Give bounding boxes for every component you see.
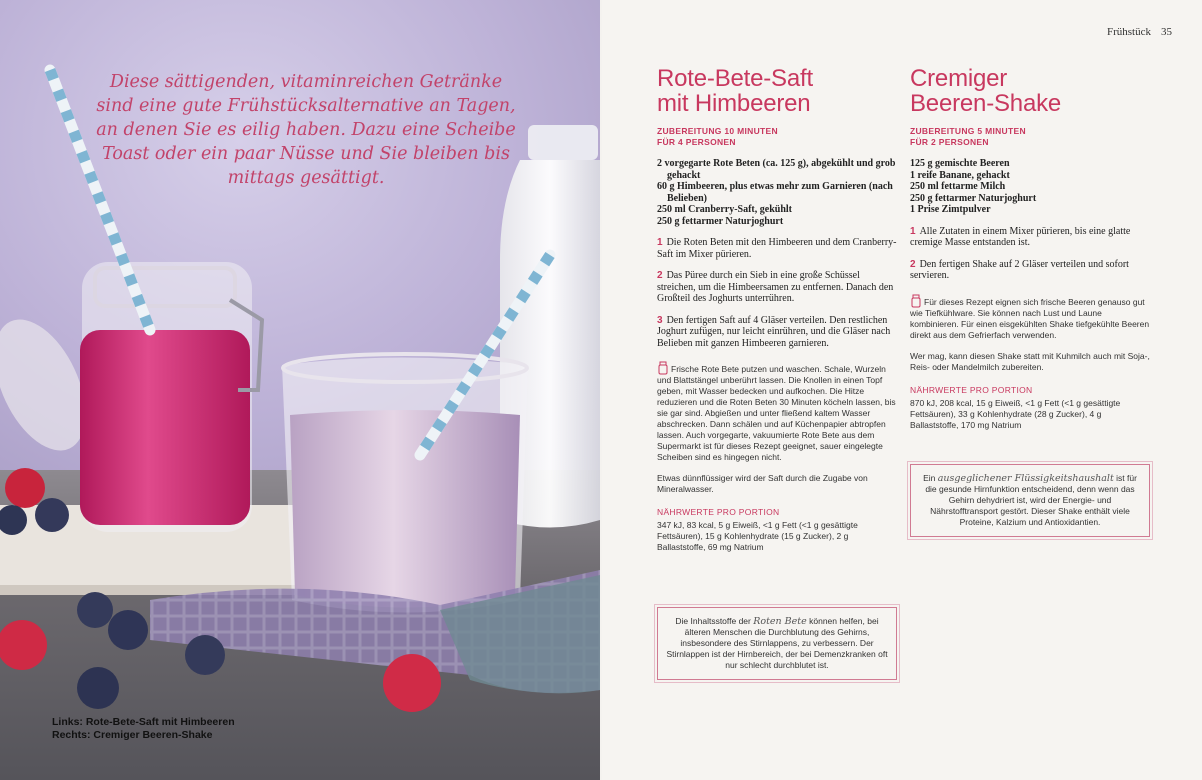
box-text-post: können helfen, bei älteren Menschen die Durchblutung des Gehirns, insbesondere des Stirnlappens, zu verbessern. Der Stirnlappen ist der Hirnbereich, der bei Demenzkranken oft nur schlecht durchblutet ist. [666, 616, 888, 670]
prep-label: ZUBEREITUNG [910, 126, 975, 136]
step-number: 1 [910, 225, 916, 237]
recipe-column-berry-shake [910, 66, 1150, 431]
prep-label: ZUBEREITUNG [657, 126, 722, 136]
step-text: Das Püree durch ein Sieb in eine große Schüssel streichen, um die Himbeersamen zu entfernen. Danach den Großteil des Joghurts unterrühren. [657, 270, 894, 304]
prep-time: 10 MINUTEN [724, 126, 778, 136]
box-text-post: ist für die gesunde Hirnfunktion entscheidend, denn wenn das Gehirn dehydriert ist, wird der Energie- und Nährstofftransport gestört. Dieser Shake enthält viele Proteine, Kalzium und Antioxidantien. [925, 473, 1137, 527]
recipe-title-line1: Cremiger [910, 65, 1008, 92]
step-text: Den fertigen Saft auf 4 Gläser verteilen. Den restlichen Joghurt zufügen, nur leicht einrühren, und die Gläser nach Belieben mit ganzen Himbeeren garnieren. [657, 314, 891, 349]
step-text: Alle Zutaten in einem Mixer pürieren, bis eine glatte cremige Masse entstanden ist. [910, 225, 1131, 248]
box-highlight: ausgeglichener Flüssigkeitshaushalt [937, 473, 1114, 484]
recipe-title-line2: mit Himbeeren [657, 90, 811, 117]
jar-icon [657, 361, 669, 375]
nutrition-heading: NÄHRWERTE PRO PORTION [910, 384, 1033, 395]
ingredient-item: 250 g fettarmer Naturjoghurt [657, 215, 784, 227]
ingredient-list [910, 158, 1150, 216]
ingredient-item: 2 vorgegarte Rote Beten (ca. 125 g), abgekühlt und grob gehackt [657, 158, 896, 181]
prep-info [657, 126, 897, 148]
nutrition-values: 870 kJ, 208 kcal, 15 g Eiweiß, <1 g Fett (<1 g gesättigte Fettsäuren), 33 g Kohlenhydrate (28 g Zucker), 4 g Ballaststoffe, 170 mg Natrium [910, 397, 1121, 430]
step-text: Die Roten Beten mit den Himbeeren und dem Cranberry-Saft im Mixer pürieren. [657, 237, 897, 260]
recipe-step [657, 270, 897, 305]
tip-text: Frische Rote Bete putzen und waschen. Schale, Wurzeln und Blattstängel unberührt lassen. Die Knollen in einen Topf geben, mit Wasser bedecken und aufkochen. Die Hitze reduzieren und die Roten Beten 30 Minuten köcheln lassen, bis sie gar sind. Abgießen und unter fließend kaltem Wasser abschrecken. Dann schälen und auf Küchenpapier abtropfen lassen. Auch vorgegarte, vakuumierte Rote Bete aus dem Supermarkt ist für dieses Rezept geeignet, sauer eingelegte Scheiben sind es hingegen nicht. [657, 364, 896, 462]
jar-icon [910, 294, 922, 308]
berry-shake-glass [282, 354, 528, 613]
caption-line-right: Rechts: Cremiger Beeren-Shake [52, 729, 213, 741]
recipe-title-line1: Rote-Bete-Saft [657, 65, 813, 92]
recipe-title [910, 66, 1150, 116]
section-title: Frühstück [1107, 26, 1151, 38]
photo-caption [52, 716, 235, 742]
step-number: 2 [910, 258, 916, 270]
running-head [1107, 26, 1172, 38]
step-number: 3 [657, 314, 663, 326]
recipe-step [657, 237, 897, 260]
page-number: 35 [1161, 26, 1172, 38]
recipe-column-beet-juice [657, 66, 897, 553]
tip-text: Für dieses Rezept eignen sich frische Beeren genauso gut wie Tiefkühlware. Sie können nach Lust und Laune kombinieren. Für einen eisgekühlten Shake tiefgekühlte Beeren direkt aus dem Gefrierfach verwenden. [910, 296, 1150, 340]
step-number: 2 [657, 270, 663, 281]
caption-line-left: Links: Rote-Bete-Saft mit Himbeeren [52, 716, 235, 728]
tip-paragraph [910, 294, 1150, 341]
nutrition-values: 347 kJ, 83 kcal, 5 g Eiweiß, <1 g Fett (<1 g gesättigte Fettsäuren), 15 g Kohlenhydrate (15 g Zucker), 2 g Ballaststoffe, 69 mg Natrium [657, 520, 858, 552]
step-number: 1 [657, 237, 663, 248]
recipe-page [602, 0, 1202, 780]
ingredient-item: 250 g fettarmer Naturjoghurt [910, 192, 1037, 204]
box-highlight: Roten Bete [753, 616, 807, 627]
box-text-pre: Die Inhaltsstoffe der [675, 616, 751, 626]
step-text: Den fertigen Shake auf 2 Gläser verteilen und sofort servieren. [910, 258, 1129, 281]
info-box-beet [657, 607, 897, 680]
nutrition-heading: NÄHRWERTE PRO PORTION [657, 507, 780, 517]
box-text-pre: Ein [923, 473, 936, 483]
recipe-step [910, 226, 1150, 249]
servings: FÜR 2 PERSONEN [910, 137, 989, 147]
servings: FÜR 4 PERSONEN [657, 137, 736, 147]
ingredient-item: 1 reife Banane, gehackt [910, 169, 1010, 181]
ingredient-item: 125 g gemischte Beeren [910, 158, 1010, 169]
ingredient-list [657, 158, 897, 227]
note-paragraph: Wer mag, kann diesen Shake statt mit Kuhmilch auch mit Soja-, Reis- oder Mandelmilch zubereiten. [910, 350, 1150, 372]
prep-time: 5 MINUTEN [977, 126, 1026, 136]
photo-page [0, 0, 600, 780]
intro-handwritten-text: Diese sättigenden, vitaminreichen Getränke sind eine gute Frühstücksalternative an Tagen, an denen Sie es eilig haben. Dazu eine Scheibe Toast oder ein paar Nüsse und Sie bleiben bis mittags gesättigt. [96, 72, 516, 188]
ingredient-item: 1 Prise Zimtpulver [910, 204, 991, 215]
ingredient-item: 250 ml Cranberry-Saft, gekühlt [657, 204, 792, 215]
ingredient-item: 60 g Himbeeren, plus etwas mehr zum Garnieren (nach Belieben) [657, 181, 893, 204]
info-box-shake [910, 464, 1150, 537]
recipe-step [657, 315, 897, 350]
tip-paragraph [657, 361, 897, 463]
recipe-title-line2: Beeren-Shake [910, 90, 1062, 117]
ingredient-item: 250 ml fettarme Milch [910, 181, 1006, 192]
beet-juice-jar [80, 262, 262, 532]
note-paragraph: Etwas dünnflüssiger wird der Saft durch die Zugabe von Mineralwasser. [657, 473, 868, 494]
recipe-title [657, 66, 897, 116]
prep-info [910, 126, 1150, 148]
recipe-step [910, 259, 1150, 282]
